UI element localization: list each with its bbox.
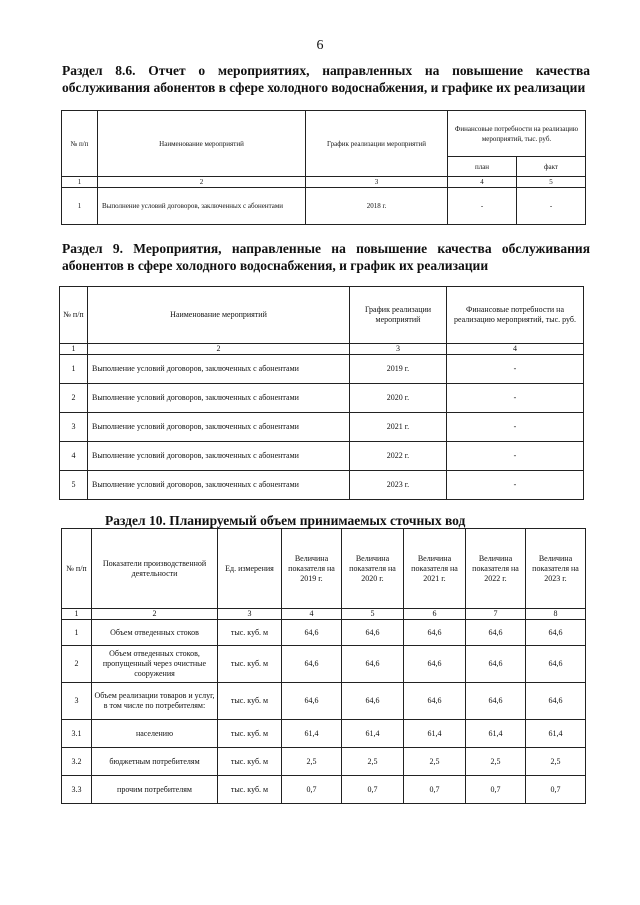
row-value: 0,7 xyxy=(526,776,586,804)
row-value: 64,6 xyxy=(282,646,342,683)
row-value: 0,7 xyxy=(342,776,404,804)
header-schedule: График реализации мероприятий xyxy=(350,287,447,344)
row-value: 61,4 xyxy=(282,720,342,748)
row-value: 64,6 xyxy=(342,620,404,646)
row-unit: тыс. куб. м xyxy=(218,620,282,646)
row-value: 64,6 xyxy=(282,683,342,720)
row-finance: - xyxy=(447,355,584,384)
row-value: 0,7 xyxy=(466,776,526,804)
row-num: 3.1 xyxy=(62,720,92,748)
row-value: 64,6 xyxy=(404,646,466,683)
row-num: 5 xyxy=(60,471,88,500)
table-row xyxy=(62,188,586,225)
row-num: 3.2 xyxy=(62,748,92,776)
col-number: 4 xyxy=(447,344,584,355)
table-row xyxy=(62,776,586,804)
header-num: № п/п xyxy=(62,529,92,609)
col-number: 5 xyxy=(517,177,586,188)
header-num: № п/п xyxy=(62,111,98,177)
section-8-6-table xyxy=(61,110,586,225)
col-number: 6 xyxy=(404,609,466,620)
row-name: Выполнение условий договоров, заключенных с абонентами xyxy=(88,384,350,413)
row-num: 2 xyxy=(60,384,88,413)
row-value: 64,6 xyxy=(526,646,586,683)
row-value: 64,6 xyxy=(282,620,342,646)
section-10-heading: Раздел 10. Планируемый объем принимаемых сточных вод xyxy=(105,513,466,528)
row-unit: тыс. куб. м xyxy=(218,748,282,776)
row-name: Выполнение условий договоров, заключенных с абонентами xyxy=(88,442,350,471)
col-number: 4 xyxy=(448,177,517,188)
row-num: 3 xyxy=(60,413,88,442)
row-finance: - xyxy=(447,442,584,471)
header-fact: факт xyxy=(517,157,586,177)
col-number: 2 xyxy=(98,177,306,188)
row-name: Выполнение условий договоров, заключенных с абонентами xyxy=(88,471,350,500)
row-value: 64,6 xyxy=(342,683,404,720)
col-number: 3 xyxy=(306,177,448,188)
row-value: 64,6 xyxy=(466,620,526,646)
header-finance: Финансовые потребности на реализацию мероприятий, тыс. руб. xyxy=(447,287,584,344)
header-2023: Величина показателя на 2023 г. xyxy=(526,529,586,609)
row-fact: - xyxy=(517,188,586,225)
row-num: 3 xyxy=(62,683,92,720)
row-value: 2,5 xyxy=(526,748,586,776)
header-plan: план xyxy=(448,157,517,177)
header-name: Наименование мероприятий xyxy=(88,287,350,344)
row-num: 4 xyxy=(60,442,88,471)
table-row xyxy=(60,471,584,500)
col-number: 7 xyxy=(466,609,526,620)
row-value: 61,4 xyxy=(466,720,526,748)
header-indicator: Показатели производственной деятельности xyxy=(92,529,218,609)
table-row xyxy=(60,442,584,471)
row-value: 64,6 xyxy=(466,683,526,720)
row-value: 2,5 xyxy=(282,748,342,776)
row-num: 2 xyxy=(62,646,92,683)
row-finance: - xyxy=(447,384,584,413)
row-value: 61,4 xyxy=(526,720,586,748)
col-number: 2 xyxy=(92,609,218,620)
col-number: 5 xyxy=(342,609,404,620)
row-indicator: Объем отведенных стоков xyxy=(92,620,218,646)
column-numbers-row xyxy=(62,177,586,188)
row-unit: тыс. куб. м xyxy=(218,683,282,720)
section-9-heading: Раздел 9. Мероприятия, направленные на повышение качества обслуживания абонентов в сфере холодного водоснабжения, и график их реализации xyxy=(62,241,590,273)
table-row xyxy=(62,683,586,720)
col-number: 3 xyxy=(218,609,282,620)
row-value: 61,4 xyxy=(342,720,404,748)
section-10-table xyxy=(61,528,586,804)
table-row xyxy=(62,646,586,683)
header-schedule: График реализации мероприятий xyxy=(306,111,448,177)
table-row xyxy=(62,720,586,748)
table-row xyxy=(60,413,584,442)
row-indicator: Объем реализации товаров и услуг, в том числе по потребителям: xyxy=(92,683,218,720)
row-value: 0,7 xyxy=(282,776,342,804)
col-number: 3 xyxy=(350,344,447,355)
row-unit: тыс. куб. м xyxy=(218,776,282,804)
row-unit: тыс. куб. м xyxy=(218,646,282,683)
table-row xyxy=(60,355,584,384)
row-value: 2,5 xyxy=(466,748,526,776)
section-8-6-heading: Раздел 8.6. Отчет о мероприятиях, направленных на повышение качества обслуживания абонентов в сфере холодного водоснабжения, и графике их реализации xyxy=(62,63,590,95)
row-plan: - xyxy=(448,188,517,225)
row-value: 64,6 xyxy=(526,683,586,720)
row-indicator: населению xyxy=(92,720,218,748)
row-schedule: 2023 г. xyxy=(350,471,447,500)
row-indicator: бюджетным потребителям xyxy=(92,748,218,776)
row-num: 1 xyxy=(62,620,92,646)
header-num: № п/п xyxy=(60,287,88,344)
header-unit: Ед. измерения xyxy=(218,529,282,609)
row-schedule: 2019 г. xyxy=(350,355,447,384)
col-number: 8 xyxy=(526,609,586,620)
row-name: Выполнение условий договоров, заключенных с абонентами xyxy=(88,413,350,442)
row-num: 1 xyxy=(60,355,88,384)
row-value: 2,5 xyxy=(404,748,466,776)
header-name: Наименование мероприятий xyxy=(98,111,306,177)
row-value: 64,6 xyxy=(404,620,466,646)
col-number: 1 xyxy=(62,609,92,620)
column-numbers-row xyxy=(60,344,584,355)
header-2019: Величина показателя на 2019 г. xyxy=(282,529,342,609)
row-indicator: Объем отведенных стоков, пропущенный через очистные сооружения xyxy=(92,646,218,683)
row-value: 64,6 xyxy=(526,620,586,646)
table-row xyxy=(62,620,586,646)
row-num: 1 xyxy=(62,188,98,225)
row-num: 3.3 xyxy=(62,776,92,804)
row-unit: тыс. куб. м xyxy=(218,720,282,748)
col-number: 1 xyxy=(60,344,88,355)
col-number: 2 xyxy=(88,344,350,355)
column-numbers-row xyxy=(62,609,586,620)
row-schedule: 2021 г. xyxy=(350,413,447,442)
row-schedule: 2020 г. xyxy=(350,384,447,413)
row-value: 64,6 xyxy=(466,646,526,683)
header-2020: Величина показателя на 2020 г. xyxy=(342,529,404,609)
row-value: 0,7 xyxy=(404,776,466,804)
row-value: 64,6 xyxy=(404,683,466,720)
row-value: 2,5 xyxy=(342,748,404,776)
section-9-table xyxy=(59,286,584,500)
row-name: Выполнение условий договоров, заключенных с абонентами xyxy=(88,355,350,384)
row-finance: - xyxy=(447,413,584,442)
col-number: 4 xyxy=(282,609,342,620)
row-value: 61,4 xyxy=(404,720,466,748)
page-number: 6 xyxy=(316,38,324,53)
row-finance: - xyxy=(447,471,584,500)
row-schedule: 2022 г. xyxy=(350,442,447,471)
header-2021: Величина показателя на 2021 г. xyxy=(404,529,466,609)
col-number: 1 xyxy=(62,177,98,188)
header-2022: Величина показателя на 2022 г. xyxy=(466,529,526,609)
table-row xyxy=(62,748,586,776)
table-row xyxy=(60,384,584,413)
row-indicator: прочим потребителям xyxy=(92,776,218,804)
row-value: 64,6 xyxy=(342,646,404,683)
row-name: Выполнение условий договоров, заключенных с абонентами xyxy=(98,188,306,225)
header-finance: Финансовые потребности на реализацию мероприятий, тыс. руб. xyxy=(448,111,586,157)
row-schedule: 2018 г. xyxy=(306,188,448,225)
